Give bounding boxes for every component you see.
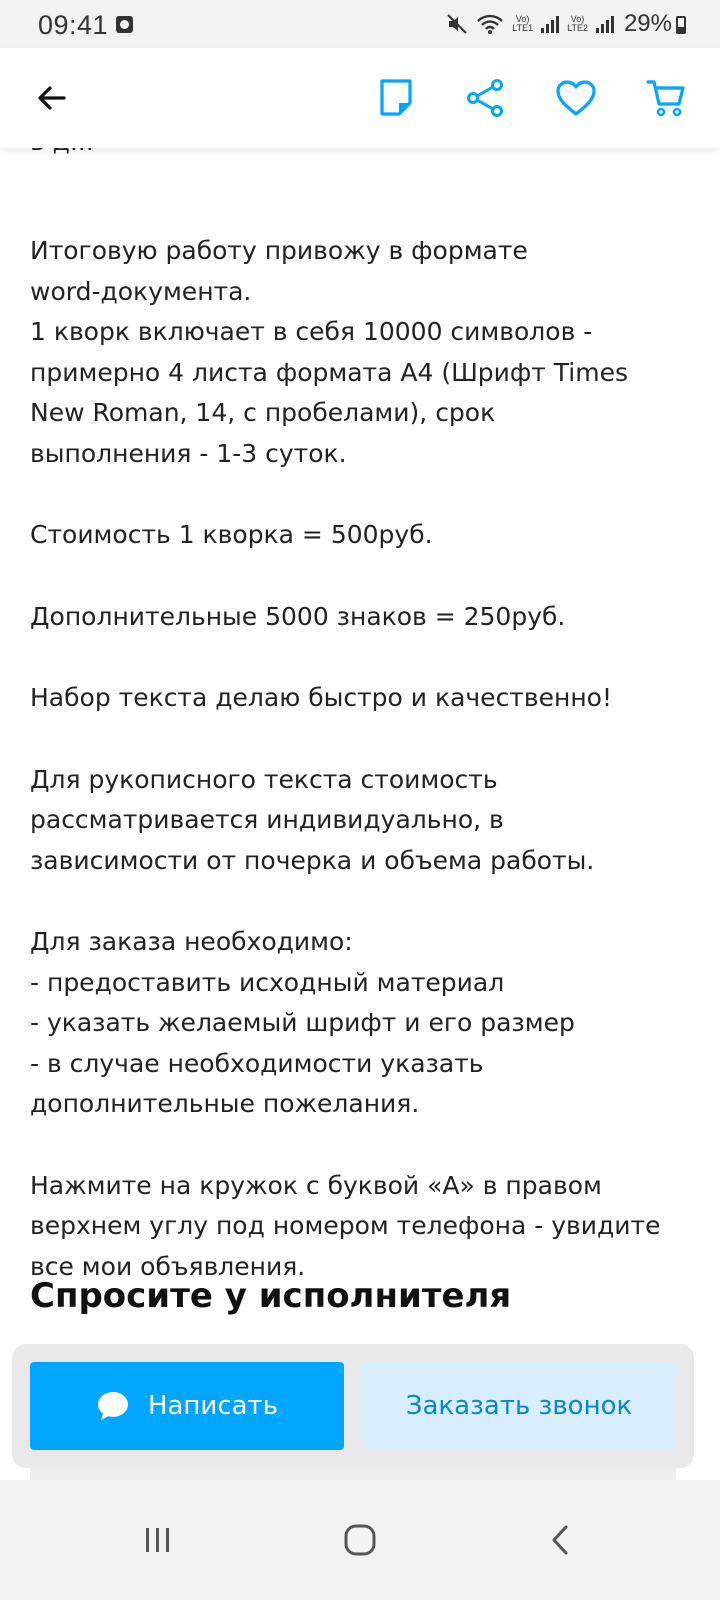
wifi-icon [476,13,504,35]
nav-back-button[interactable] [536,1516,584,1564]
chat-bubble-icon [96,1390,130,1422]
request-call-button[interactable] [362,1362,676,1450]
description-line: примерно 4 листа формата А4 (Шрифт Times [30,357,629,387]
system-nav-bar [0,1480,720,1600]
description-line: зависимости от почерка и объема работы. [30,845,595,875]
request-call-label: Заказать звонок [405,1391,633,1421]
sim1-label [512,15,533,33]
ad-description [30,150,690,1287]
battery-percent: 29% [623,10,672,37]
description-line: рассматривается индивидуально, в [30,805,504,834]
sim2-signal-icon [596,15,614,33]
price-line: Стоимость 1 кворка = 500руб. [30,520,433,549]
order-requirements [30,922,690,1125]
back-chevron-icon [548,1524,572,1556]
order-item: - указать желаемый шрифт и его размер [30,1008,575,1037]
description-line: верхнем углу под номером телефона - увидите [30,1211,661,1240]
hint-paragraph [30,1166,690,1288]
order-title: Для заказа необходимо: [30,927,353,956]
sim1-label-top: Vo) [515,14,530,24]
share-icon [466,78,506,118]
arrow-left-icon [34,80,70,116]
note-button[interactable] [372,74,420,122]
description-paragraph [30,231,690,474]
note-icon [378,78,414,118]
battery-icon [676,16,686,34]
recent-apps-button[interactable] [134,1516,182,1564]
description-line: все мои объявления. [30,1251,306,1281]
description-line: New Roman, 14, с пробелами), срок [30,398,496,427]
write-message-label: Написать [147,1391,279,1421]
notification-app-icon [116,16,133,33]
status-indicators [446,10,672,38]
order-item: дополнительные пожелания. [30,1089,420,1118]
extra-price-line: Дополнительные 5000 знаков = 250руб. [30,601,566,631]
favorite-button[interactable] [552,74,600,122]
mute-icon [446,13,468,35]
recent-apps-icon [143,1526,173,1554]
home-icon [343,1523,377,1557]
description-line: Итоговую работу привожу в формате [30,236,528,265]
description-line: 1 кворк включает в себя 10000 символов - [30,317,593,346]
quality-line: Набор текста делаю быстро и качественно! [30,683,612,712]
sim1-label-bottom: LTE1 [512,23,534,33]
description-line: word-документа. [30,276,252,306]
action-panel [12,1344,694,1468]
description-line: Нажмите на кружок с буквой «А» в правом [30,1170,602,1200]
heart-icon [555,79,597,117]
sim1-signal-icon [541,15,559,33]
section-title: Спросите у исполнителя [30,1276,512,1316]
sim2-label-bottom: LTE2 [567,23,588,33]
cart-icon [646,78,686,118]
share-button[interactable] [462,74,510,122]
home-button[interactable] [336,1516,384,1564]
description-line: выполнения - 1-3 суток. [30,438,347,468]
order-item: - в случае необходимости указать [30,1048,484,1078]
cart-button[interactable] [642,74,690,122]
back-button[interactable] [28,74,76,122]
status-bar [0,0,720,48]
sim2-label [567,15,588,33]
cut-off-line [30,150,690,190]
sim2-label-top: Vo) [570,14,585,24]
top-app-bar [0,48,720,148]
order-item: - предоставить исходный материал [30,967,505,997]
status-time: 09:41 [38,10,109,40]
description-line: Для рукописного текста стоимость [30,764,498,794]
handwritten-paragraph [30,760,690,882]
write-message-button[interactable] [30,1362,344,1450]
